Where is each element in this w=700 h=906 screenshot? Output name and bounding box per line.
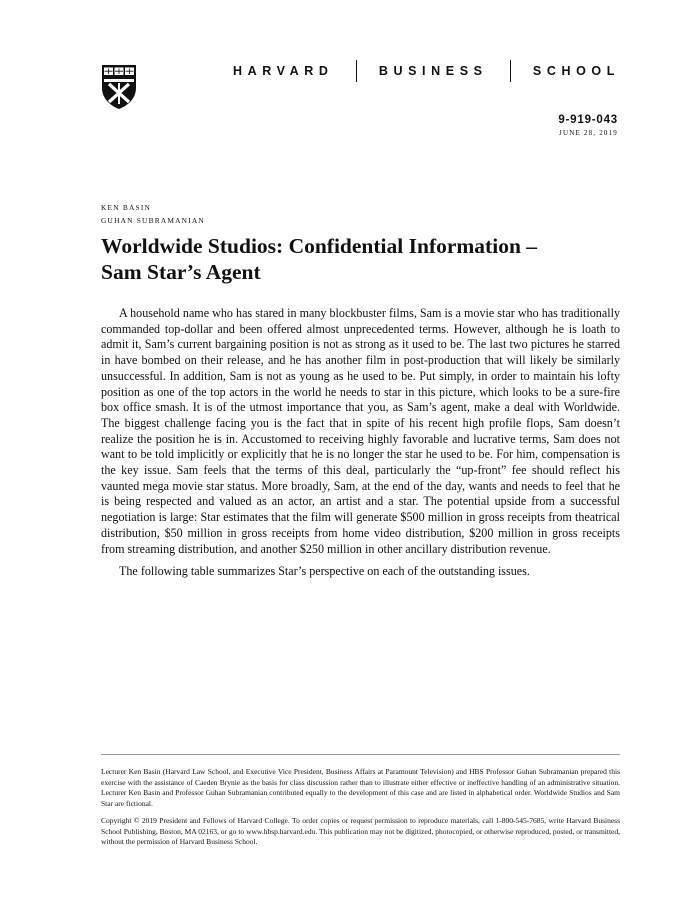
copyright-notice: Copyright © 2019 President and Fellows of Harvard College. To order copies or request permission to reproduce materials, call 1-800-545-7685, write Harvard Business School Publishing, Boston, MA 02163, or go to www.hbsp.harvard.edu. This publication may not be digitized, photocopied, or otherwise reproduced, posted, or transmitted, without the permission of Harvard Business School.: [101, 816, 620, 846]
masthead-harvard: HARVARD: [233, 64, 334, 78]
masthead-business: BUSINESS: [378, 64, 488, 78]
footnotes: [101, 767, 620, 848]
veritas-shield-icon: [101, 64, 137, 110]
body-paragraph: The following table summarizes Star’s perspective on each of the outstanding issues.: [119, 564, 530, 579]
case-title: [101, 233, 621, 285]
case-title-line-1: Worldwide Studios: Confidential Information –: [101, 234, 538, 258]
author-footnote: Lecturer Ken Basin (Harvard Law School, and Executive Vice President, Business Affairs at Paramount Television) and HBS Professor Guhan Subramanian prepared this exercise with the assistance of Caeden Brynie as the basis for class discussion rather than to illustrate either effective or ineffective handling of an administrative situation. Lecturer Ken Basin and Professor Guhan Subramanian contributed equally to the development of this case and are listed in alphabetical order. Worldwide Studios and Sam Star are fictional.: [101, 767, 620, 808]
masthead-school: SCHOOL: [532, 64, 620, 78]
author-name: KEN BASIN: [101, 203, 152, 212]
masthead-divider: [356, 60, 357, 82]
school-masthead: [233, 60, 620, 82]
case-title-line-2: Sam Star’s Agent: [101, 260, 261, 284]
case-date: JUNE 28, 2019: [559, 129, 618, 137]
case-number: 9-919-043: [558, 114, 618, 126]
body-paragraph: A household name who has stared in many blockbuster films, Sam is a movie star who has traditionally commanded top-dollar and been offered almost unprecedented terms. However, although he is loath to admit it, Sam’s current bargaining position is not as strong as it used to be. The last two pictures he starred in have bombed on their release, and he has another film in post-production that will likely be similarly unsuccessful. In addition, Sam is not as young as he used to be. Put simply, in order to maintain his lofty position as one of the top actors in the world he needs to star in this picture, which looks to be a sure-fire box office smash. It is of the utmost importance that you, as Sam’s agent, make a deal with Worldwide. The biggest challenge facing you is the fact that in spite of his recent high profile flops, Sam doesn’t realize the position he is in. Accustomed to receiving highly favorable and lucrative terms, Sam does not want to be told implicitly or explicitly that he is no longer the star he used to be. For him, compensation is the key issue. Sam feels that the terms of this deal, particularly the “up-front” fee should reflect his vaunted mega movie star status. More broadly, Sam, at the end of the day, wants and needs to feel that he is being respected and valued as an actor, an artist and a star. The potential upside from a successful negotiation is large: Star estimates that the film will generate $500 million in gross receipts from theatrical distribution, $50 million in gross receipts from home video distribution, $200 million in gross receipts from streaming distribution, and another $250 million in other ancillary distribution revenue.: [101, 306, 620, 556]
case-body: [101, 306, 620, 580]
masthead-divider: [510, 60, 511, 82]
author-list: [101, 201, 205, 227]
author-name: GUHAN SUBRAMANIAN: [101, 216, 205, 225]
footnote-divider: [101, 754, 620, 755]
